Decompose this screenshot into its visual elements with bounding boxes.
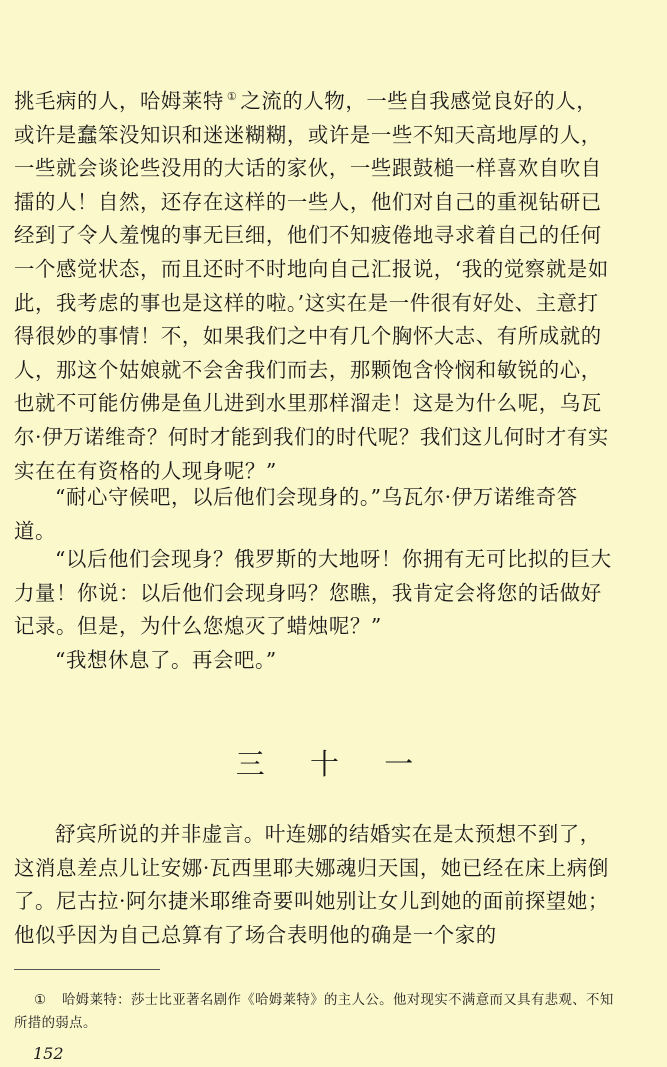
chapter-heading: 三 十 一 — [235, 747, 432, 781]
paragraph-text-before-note: 挑毛病的人，哈姆莱特 — [14, 89, 224, 113]
footnote — [14, 989, 614, 1035]
paragraph-chapter-start: 舒宾所说的并非虚言。叶连娜的结婚实在是太预想不到了，这消息差点儿让安娜·瓦西里耶夫娜魂归天国，她已经在床上病倒了。尼古拉·阿尔捷米耶维奇要叫她别让女儿到她的面前探望她；他似乎因为自己总算有了场合表明他的确是一个家的 — [14, 822, 609, 947]
footnote-number: ① — [34, 993, 47, 1008]
paragraph-dialogue-2: “以后他们会现身？俄罗斯的大地呀！你拥有无可比拟的巨大力量！你说：以后他们会现身吗？您瞧，我肯定会将您的话做好记录。但是，为什么您熄灭了蜡烛呢？” — [14, 547, 612, 639]
paragraph-dialogue-3: “我想休息了。再会吧。” — [55, 648, 277, 672]
footnote-text: 哈姆莱特：莎士比亚著名剧作《哈姆莱特》的主人公。他对现实不满意而又具有悲观、不知所措的弱点。 — [14, 993, 614, 1031]
paragraph-continued — [14, 85, 614, 488]
footnote-reference[interactable]: ① — [226, 90, 238, 104]
page-number: 152 — [33, 1044, 64, 1063]
footnote-divider — [14, 969, 160, 970]
paragraph-text-after-note: 之流的人物，一些自我感觉良好的人，或许是蠢笨没知识和迷迷糊糊，或许是一些不知天高地厚的人，一些就会谈论些没用的大话的家伙，一些跟鼓槌一样喜欢自吹自擂的人！自然，还存在这样的一些人，他们对自己的重视钻研已经到了令人羞愧的事无巨细，他们不知疲倦地寻求着自己的任何一个感觉状态，而且还时不时地向自己汇报说，‘我的觉察就是如此，我考虑的事也是这样的啦。’这实在是一件很有好处、主意打得很妙的事情！不，如果我们之中有几个胸怀大志、有所成就的人，那这个姑娘就不会舍我们而去，那颗饱含怜悯和敏锐的心，也就不可能仿佛是鱼儿进到水里那样溜走！这是为什么呢，乌瓦尔·伊万诺维奇？何时才能到我们的时代呢？我们这儿何时才有实实在在有资格的人现身呢？” — [14, 89, 609, 483]
paragraph-dialogue-1: “耐心守候吧，以后他们会现身的。”乌瓦尔·伊万诺维奇答道。 — [14, 485, 578, 543]
